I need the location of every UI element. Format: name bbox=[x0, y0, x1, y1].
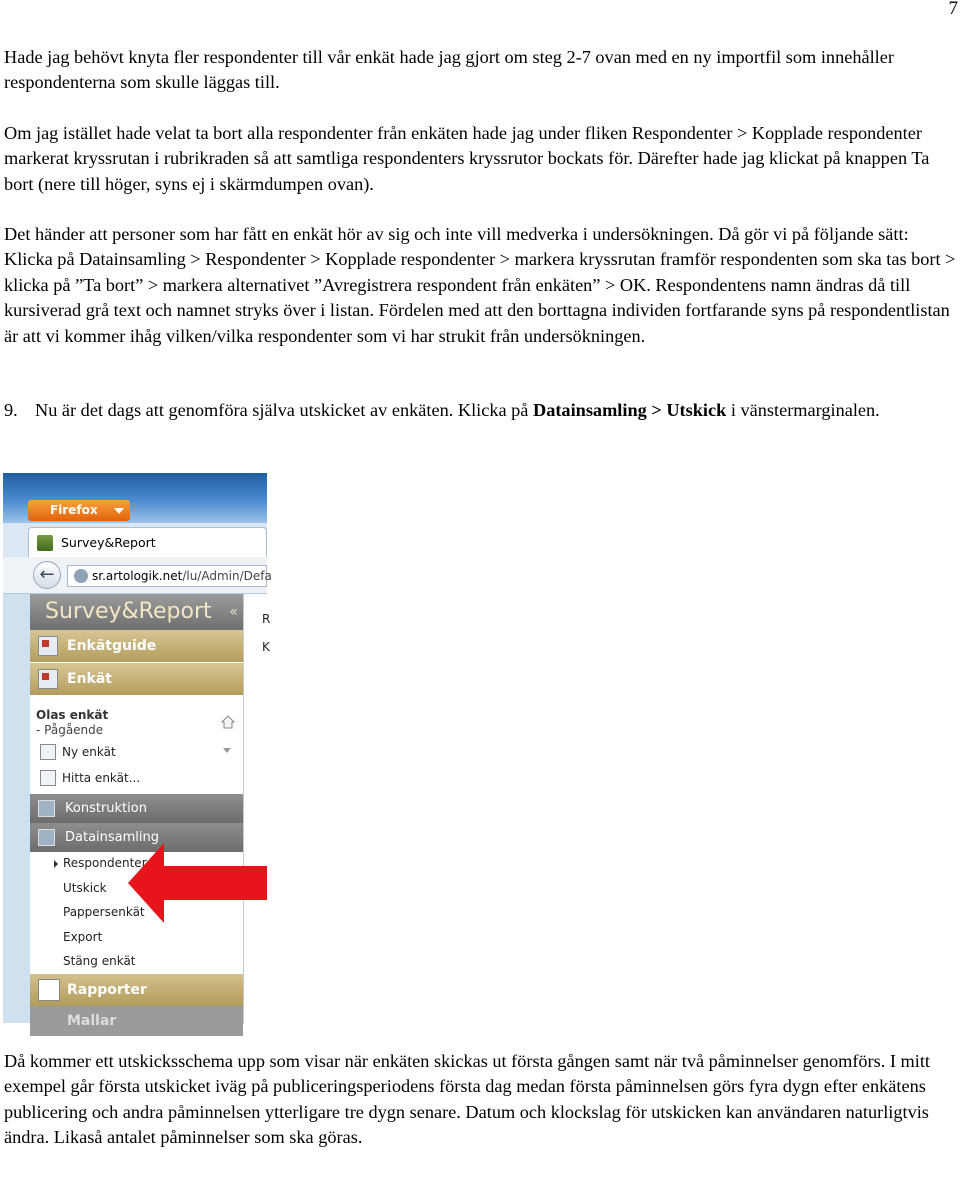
menu-enkat[interactable] bbox=[30, 663, 243, 695]
step-text-before: Nu är det dags att genomföra själva utskicket av enkäten. Klicka på bbox=[35, 400, 533, 420]
step-9 bbox=[4, 398, 958, 450]
menu-datainsamling-label: Datainsamling bbox=[65, 830, 160, 845]
content-letter: K bbox=[262, 640, 270, 654]
submenu-export[interactable]: Export bbox=[63, 930, 103, 944]
find-survey-icon bbox=[40, 770, 56, 786]
menu-enkat-label: Enkät bbox=[67, 671, 112, 687]
new-survey-icon bbox=[40, 744, 56, 760]
paragraph-schedule: Då kommer ett utskicksschema upp som visar när enkäten skickas ut första gången samt när två påminnelser genomförs. I mitt exempel går första utskicket iväg på publiceringsperiodens första dag medan första påminnelsen görs fyra dygn efter enkätens publicering och andra påminnelsen ytterligare tre dygn senare. Datum och klockslag för utskicken kan användaren naturligtvis ändra. Likaså antalet påminnelser som ska göras. bbox=[4, 1051, 931, 1148]
step-text-bold: Datainsamling > Utskick bbox=[533, 400, 727, 420]
data-collection-icon bbox=[38, 829, 55, 846]
submenu-pappersenkat[interactable]: Pappersenkät bbox=[63, 905, 145, 919]
browser-screenshot bbox=[3, 473, 272, 1029]
menu-mallar-label: Mallar bbox=[67, 1013, 117, 1029]
paragraph-remove-all: Om jag istället hade velat ta bort alla respondenter från enkäten hade jag under fliken Respondenter > Kopplade respondenter markerat kryssrutan i rubrikraden så att samtliga respondenters kryssrutor bockats för. Därefter hade jag klickat på knappen Ta bort (nere till höger, syns ej i skärmdumpen ovan). bbox=[4, 123, 930, 194]
sidebar bbox=[30, 594, 243, 1029]
menu-enkatguide[interactable] bbox=[30, 630, 243, 662]
step-text bbox=[35, 398, 935, 423]
firefox-menu-button[interactable] bbox=[28, 500, 130, 521]
paragraph-add-respondents: Hade jag behövt knyta fler respondenter till vår enkät hade jag gjort om steg 2-7 ovan med en ny importfil som innehåller respondenterna som skulle läggas till. bbox=[4, 47, 894, 93]
globe-icon bbox=[74, 569, 88, 583]
app-logo bbox=[30, 594, 243, 630]
current-survey-status: - Pågående bbox=[36, 723, 104, 737]
dropdown-arrow-icon[interactable] bbox=[223, 748, 231, 753]
address-bar[interactable] bbox=[67, 565, 272, 587]
checklist-icon bbox=[38, 636, 58, 656]
menu-rapporter-label: Rapporter bbox=[67, 982, 147, 998]
link-hitta-enkat[interactable]: Hitta enkät... bbox=[62, 771, 141, 785]
navigation-bar bbox=[3, 557, 272, 594]
submenu-stang-enkat[interactable]: Stäng enkät bbox=[63, 954, 136, 968]
chart-icon bbox=[38, 979, 60, 1001]
submenu-respondenter[interactable]: Respondenter bbox=[63, 856, 147, 870]
menu-konstruktion[interactable] bbox=[30, 794, 243, 823]
menu-konstruktion-label: Konstruktion bbox=[65, 801, 147, 816]
red-arrow-pointer bbox=[128, 843, 267, 923]
window-titlebar bbox=[3, 473, 267, 523]
content-panel-edge bbox=[243, 594, 271, 1024]
link-ny-enkat[interactable]: Ny enkät bbox=[62, 745, 116, 759]
paragraph-unregister: Det händer att personer som har fått en enkät hör av sig och inte vill medverka i undersökningen. Då gör vi på följande sätt: Klicka på Datainsamling > Respondenter > Kopplade respondenter > markera kryssrutan framför respondenten som ska tas bort > klicka på ”Ta bort” > markera alternativet ”Avregistrera respondent från enkäten” > OK. Respondentens namn ändras då till kursiverad grå text och namnet stryks över i listan. Fördelen med att den borttagna individen fortfarande syns på respondentlistan är att vi kommer ihåg vilken/vilka respondenter som vi har strukit från undersökningen. bbox=[4, 224, 956, 346]
logo-text: Survey&Report bbox=[45, 599, 212, 624]
submenu-utskick[interactable]: Utskick bbox=[63, 881, 107, 895]
page-number: 7 bbox=[948, 0, 958, 19]
construction-icon bbox=[38, 800, 55, 817]
tab-strip bbox=[3, 523, 267, 557]
dropdown-arrow-icon bbox=[114, 508, 124, 514]
collapse-icon[interactable]: « bbox=[229, 604, 238, 620]
url-host: sr.artologik.net bbox=[92, 569, 183, 583]
content-letter: R bbox=[262, 612, 271, 626]
back-arrow-icon[interactable]: ← bbox=[33, 561, 61, 589]
favicon-icon bbox=[37, 535, 53, 551]
tab-title: Survey&Report bbox=[61, 535, 156, 550]
home-icon[interactable] bbox=[220, 714, 236, 730]
step-number: 9. bbox=[4, 400, 18, 420]
step-text-after: i vänstermarginalen. bbox=[726, 400, 880, 420]
chevron-right-icon bbox=[54, 860, 58, 868]
menu-mallar[interactable] bbox=[30, 1006, 243, 1036]
checklist-icon bbox=[38, 669, 58, 689]
menu-enkatguide-label: Enkätguide bbox=[67, 638, 157, 654]
url-path: /lu/Admin/Defa bbox=[182, 569, 272, 583]
current-survey-name: Olas enkät bbox=[36, 708, 109, 722]
menu-rapporter[interactable] bbox=[30, 974, 243, 1006]
browser-tab[interactable] bbox=[28, 527, 267, 557]
firefox-button-label: Firefox bbox=[50, 503, 98, 517]
